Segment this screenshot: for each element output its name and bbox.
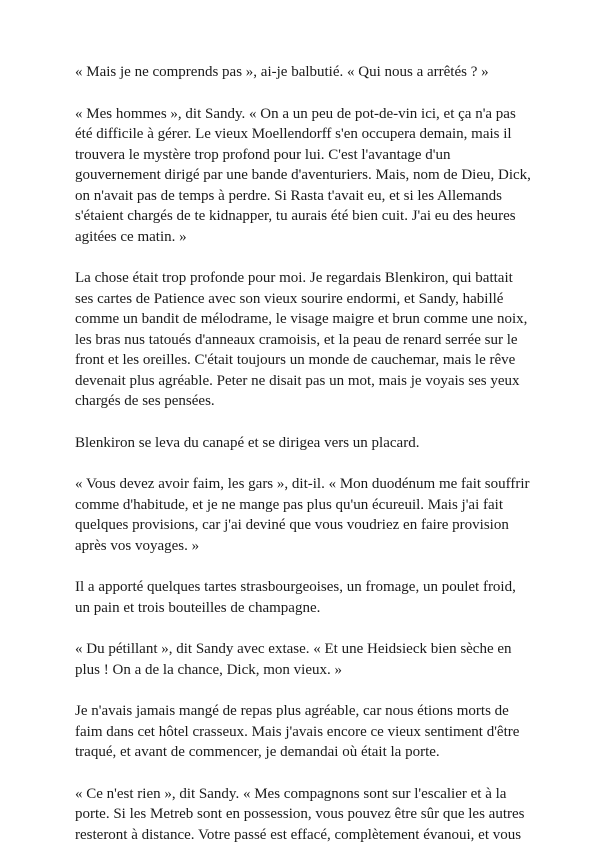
text-line: devenait plus agréable. Peter ne disait pas un mot, mais je voyais ses yeux [75, 372, 520, 389]
text-line: un pain et trois bouteilles de champagne. [75, 599, 321, 616]
text-line: Il a apporté quelques tartes strasbourgeoises, un fromage, un poulet froid, [75, 579, 516, 595]
text-line: Je n'avais jamais mangé de repas plus agréable, car nous étions morts de [75, 703, 509, 719]
paragraph-8 [75, 701, 535, 763]
text-line: s'étaient chargés de te kidnapper, tu aurais été bien cuit. J'ai eu des heures [75, 208, 516, 224]
text-line: « Ce n'est rien », dit Sandy. « Mes compagnons sont sur l'escalier et à la [75, 785, 507, 802]
text-line: « Mais je ne comprends pas », ai-je balbutié. « Qui nous a arrêtés ? » [75, 64, 489, 80]
text-line: comme d'habitude, et je ne mange pas plus qu'un écureuil. Mais j'ai fait [75, 496, 503, 513]
text-line: quelques provisions, car j'ai deviné que vous voudriez en faire provision [75, 517, 509, 533]
text-line: front et les oreilles. C'était toujours un monde de cauchemar, mais le rêve [75, 352, 516, 368]
document-page [75, 62, 535, 866]
text-line: ses cartes de Patience avec son vieux sourire endormi, et Sandy, habillé [75, 290, 504, 307]
text-line: « Vous devez avoir faim, les gars », dit-il. « Mon duodénum me fait souffrir [75, 476, 530, 492]
paragraph-7 [75, 639, 535, 680]
text-line: gouvernement dirigé par une bande d'aventuriers. Mais, nom de Dieu, Dick, [75, 167, 531, 183]
text-line: Blenkiron se leva du canapé et se dirigea vers un placard. [75, 434, 420, 451]
text-line: porte. Si les Metreb sont en possession, vous pouvez être sûr que les autres [75, 806, 525, 822]
text-line: faim dans cet hôtel crasseux. Mais j'avais encore ce vieux sentiment d'être [75, 723, 520, 740]
paragraph-9 [75, 784, 535, 846]
text-line: « Mes hommes », dit Sandy. « On a un peu de pot-de-vin ici, et ça n'a pas [75, 105, 516, 122]
text-line: les bras nus tatoués d'anneaux cramoisis, et la peau de renard serrée sur le [75, 331, 518, 348]
text-line: chargés de ses pensées. [75, 393, 215, 409]
text-line: plus ! On a de la chance, Dick, mon vieux. » [75, 661, 343, 678]
text-line: traqué, et avant de commencer, je demandai où était la porte. [75, 744, 440, 760]
text-line: resteront à distance. Votre passé est effacé, complètement évanoui, et vous [75, 826, 522, 843]
text-line: après vos voyages. » [75, 537, 200, 554]
paragraph-3 [75, 268, 535, 412]
paragraph-1 [75, 62, 535, 83]
text-line: La chose était trop profonde pour moi. Je regardais Blenkiron, qui battait [75, 270, 513, 286]
text-line: agitées ce matin. » [75, 228, 187, 245]
text-line: comme un bandit de mélodrame, le visage maigre et brun comme une noix, [75, 311, 528, 327]
paragraph-6 [75, 577, 535, 618]
paragraph-4 [75, 433, 535, 454]
text-line: été difficile à gérer. Le vieux Moellendorff s'en occupera demain, mais il [75, 126, 512, 142]
text-line: « Du pétillant », dit Sandy avec extase. « Et une Heidsieck bien sèche en [75, 641, 512, 657]
paragraph-2 [75, 104, 535, 248]
text-line: trouvera le mystère trop profond pour lui. C'est l'avantage d'un [75, 146, 451, 163]
paragraph-5 [75, 474, 535, 556]
text-line: on n'avait pas de temps à perdre. Si Rasta t'avait eu, et si les Allemands [75, 187, 502, 204]
